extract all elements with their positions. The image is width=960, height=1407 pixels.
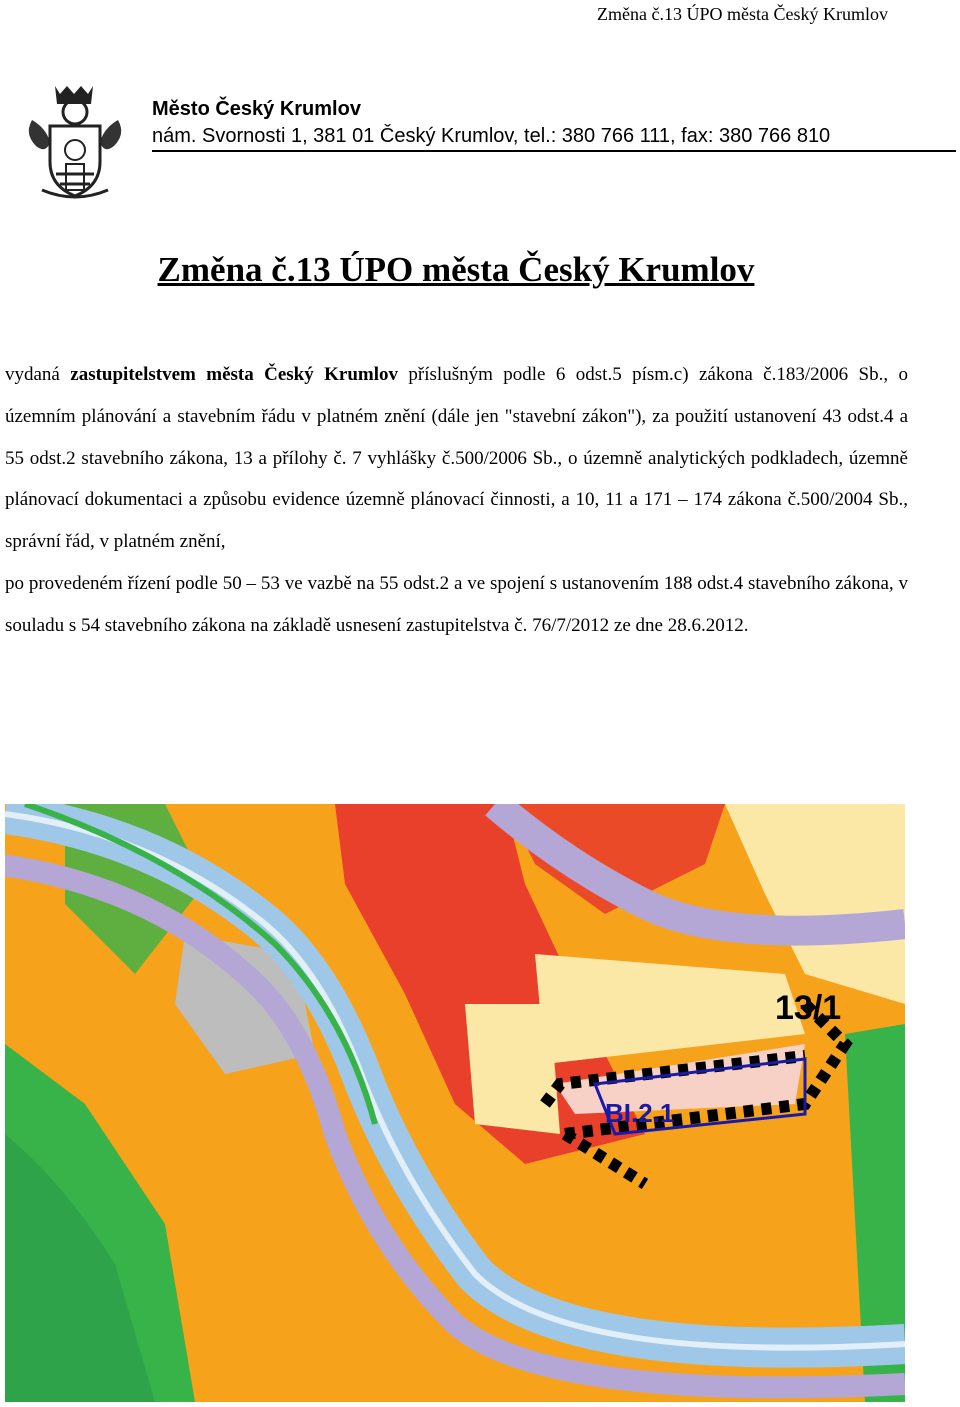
document-body — [5, 354, 908, 647]
org-name: Město Český Krumlov — [152, 98, 361, 120]
zoning-map — [5, 804, 905, 1402]
paragraph-procedure: po provedeném řízení podle 50 – 53 ve vazbě na 55 odst.2 a ve spojení s ustanovením 188 odst.4 stavebního zákona, v souladu s 54 stavebního zákona na základě usnesení zastupitelstva č. 76/7/2012 ze dne 28.6.2012. — [5, 572, 908, 636]
header-divider — [152, 150, 956, 152]
map-area-label: BI.2.1 — [605, 1098, 675, 1128]
paragraph-issued-by-lead: vydaná — [5, 364, 71, 385]
document-title: Změna č.13 ÚPO města Český Krumlov — [157, 250, 755, 289]
issuing-body: zastupitelstvem města Český Krumlov — [70, 364, 399, 385]
paragraph-issued-by — [5, 354, 908, 563]
org-address: nám. Svornosti 1, 381 01 Český Krumlov, tel.: 380 766 111, fax: 380 766 810 — [152, 125, 831, 147]
org-block — [152, 96, 830, 150]
city-coat-of-arms-icon — [22, 80, 128, 206]
map-change-label: 13/1 — [775, 989, 842, 1027]
paragraph-issued-by-rest: příslušným podle 6 odst.5 písm.c) zákona č.183/2006 Sb., o územním plánování a stavebním řádu v platném znění (dále jen "stavební zákon"), za použití ustanovení 43 odst.4 a 55 odst.2 stavebního zákona, 13 a přílohy č. 7 vyhlášky č.500/2006 Sb., o územně analytických podkladech, územně plánovací dokumentaci a způsobu evidence územně plánovací činnosti, a 10, 11 a 171 – 174 zákona č.500/2004 Sb., správní řád, v platném znění, — [5, 364, 908, 553]
running-header: Změna č.13 ÚPO města Český Krumlov — [597, 4, 888, 24]
